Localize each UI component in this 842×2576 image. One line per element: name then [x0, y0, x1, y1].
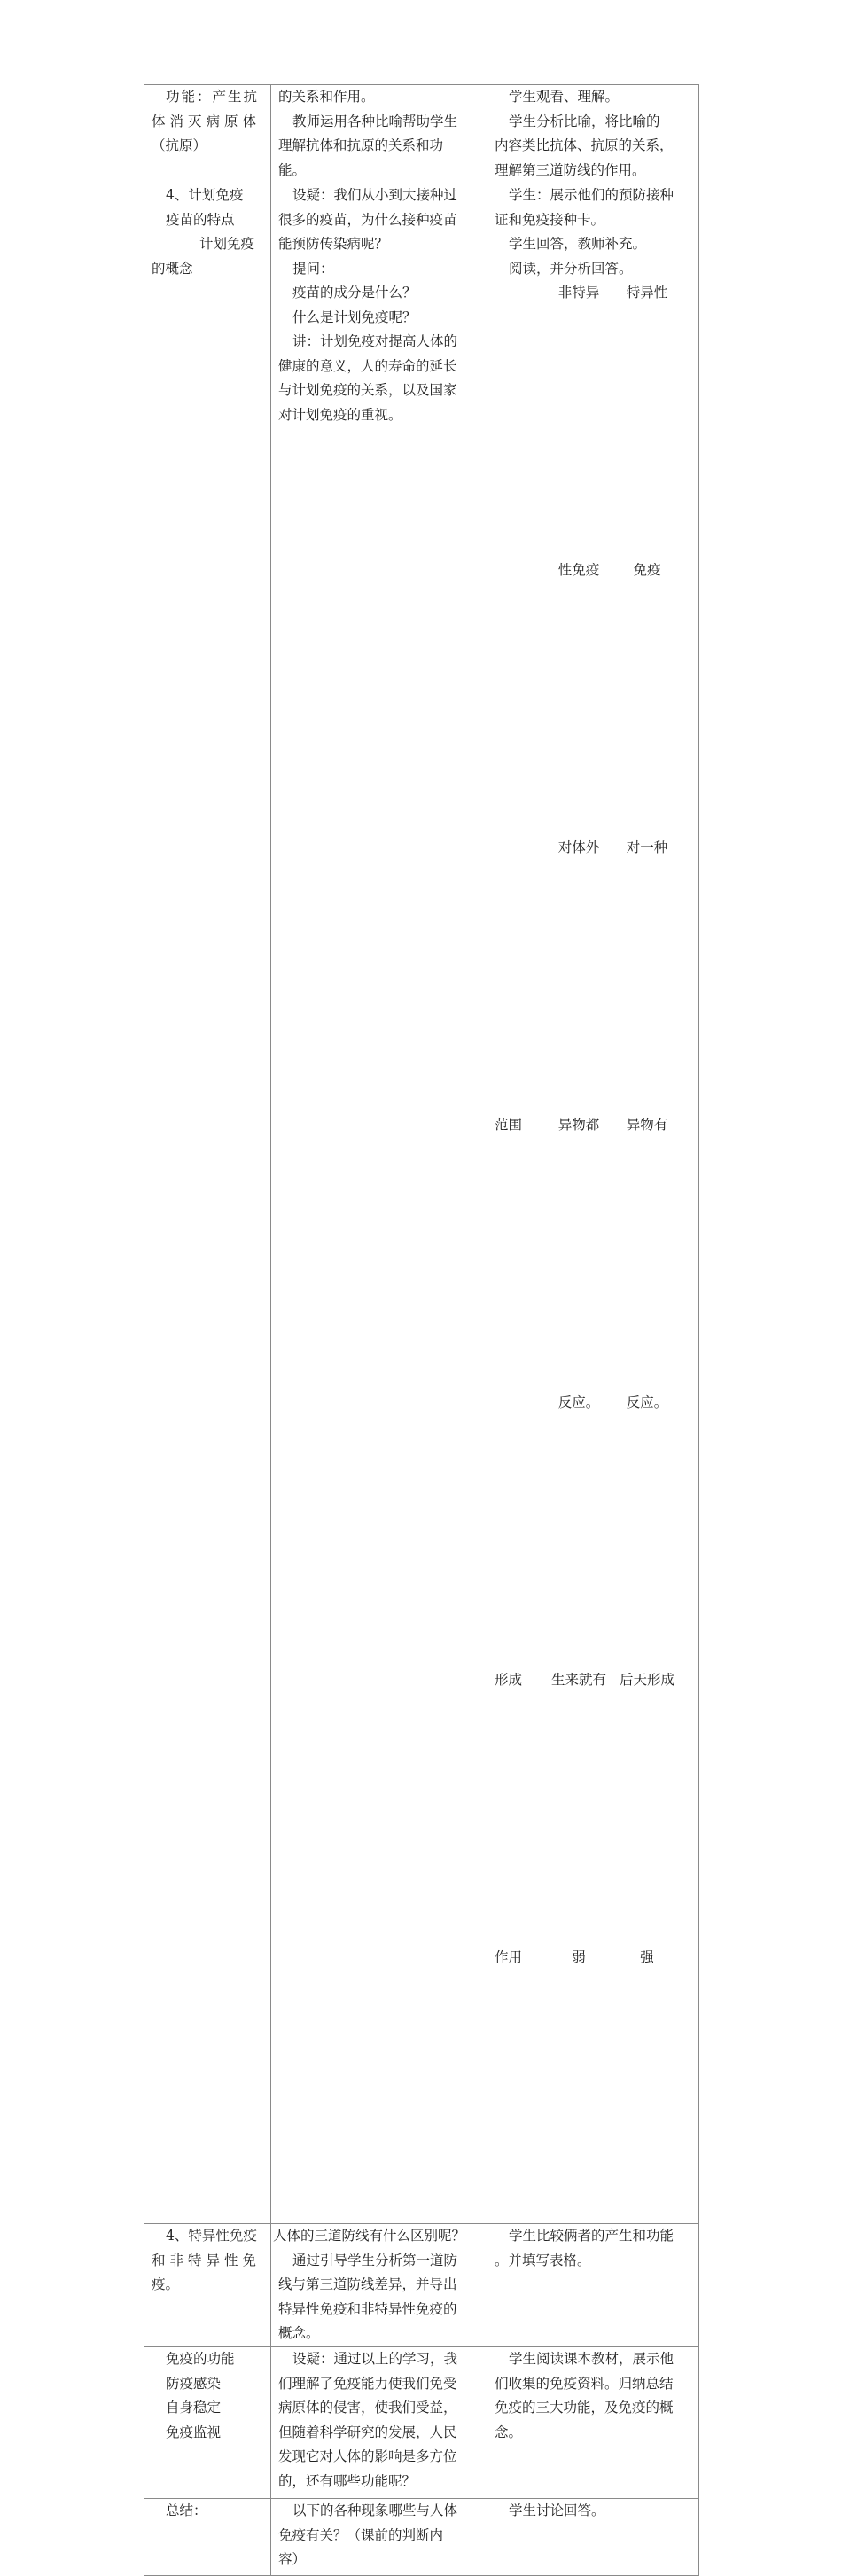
text-line: 很多的疫苗，为什么接种疫苗 [278, 211, 457, 228]
text-line: 通过引导学生分析第一道防 [292, 2252, 458, 2268]
text-line: 阅读，并分析回答。 [509, 260, 633, 277]
table-row [144, 2224, 699, 2347]
text-line: 念。 [495, 2424, 523, 2440]
topic-cell [144, 2224, 271, 2347]
student-activity-cell [487, 2224, 699, 2347]
comparison-cell: 后天形成 [619, 1672, 674, 1688]
comparison-cell [495, 836, 544, 1113]
text-line: 们理解了免疫能力使我们免受 [278, 2375, 457, 2392]
text-line: 的概念 [152, 260, 193, 277]
text-line: 4、计划免疫 [166, 187, 244, 203]
immunity-comparison-table [495, 281, 681, 2223]
text-line: 4、特异性免疫 [166, 2228, 257, 2244]
text-line: 概念。 [278, 2325, 320, 2341]
topic-cell [144, 85, 271, 183]
comparison-cell: 生来就有 [550, 1672, 606, 1688]
comparison-row [495, 558, 681, 836]
text-line: 提问： [292, 260, 334, 277]
text-line: 学生阅读课本教材，展示他 [509, 2351, 674, 2367]
text-line: 与计划免疫的关系，以及国家 [278, 382, 457, 398]
text-line: 功能：产生抗 [166, 89, 260, 105]
comparison-cell [495, 1391, 544, 1668]
comparison-cell: 对一种 [626, 839, 668, 855]
text-line: 免疫的功能 [166, 2351, 235, 2367]
teacher-activity-cell [271, 2499, 487, 2576]
text-line: 。并填写表格。 [495, 2252, 591, 2268]
text-line: 对计划免疫的重视。 [278, 406, 402, 423]
text-line: 的，还有哪些功能呢？ [278, 2472, 417, 2489]
topic-cell [144, 183, 271, 2224]
table-row [144, 85, 699, 183]
text-line: 内容类比抗体、抗原的关系， [495, 137, 674, 153]
text-line: 特异性免疫和非特异性免疫的 [278, 2300, 457, 2317]
text-line: 免疫的三大功能，及免疫的概 [495, 2400, 674, 2416]
text-line: 容） [278, 2551, 307, 2567]
comparison-row [495, 1391, 681, 1668]
text-line: 和非特异性免 [152, 2252, 261, 2268]
text-line: 以下的各种现象哪些与人体 [292, 2502, 458, 2518]
comparison-cell: 对体外 [557, 839, 600, 855]
text-line: 发现它对人体的影响是多方位 [278, 2448, 457, 2464]
text-line: 讲：计划免疫对提高人体的 [292, 333, 458, 349]
text-line: 学生比较俩者的产生和功能 [509, 2228, 674, 2244]
comparison-cell: 免疫 [633, 562, 661, 578]
text-line: 证和免疫接种卡。 [495, 211, 605, 228]
text-line: 疫。 [152, 2276, 180, 2292]
text-line: 什么是计划免疫呢？ [292, 308, 417, 325]
text-line: 学生：展示他们的预防接种 [509, 187, 674, 203]
comparison-cell: 反应。 [557, 1394, 600, 1410]
text-line: 疫苗的成分是什么？ [292, 285, 417, 301]
text-line: 能预防传染病呢？ [278, 236, 389, 252]
text-line: 学生回答，教师补充。 [509, 236, 647, 252]
student-activity-cell [487, 183, 699, 2224]
text-line: 们收集的免疫资料。归纳总结 [495, 2375, 674, 2392]
comparison-cell: 性免疫 [557, 562, 600, 578]
text-line: 学生讨论回答。 [509, 2502, 605, 2518]
text-line: 教师运用各种比喻帮助学生 [292, 113, 458, 129]
comparison-row [495, 281, 681, 558]
text-line: 人体的三道防线有什么区别呢？ [273, 2228, 466, 2244]
comparison-cell: 作用 [495, 1949, 523, 1965]
text-line: 健康的意义，人的寿命的延长 [278, 357, 457, 374]
comparison-row [495, 1113, 681, 1391]
text-line: 防疫感染 [166, 2375, 222, 2392]
topic-cell [144, 2499, 271, 2576]
comparison-cell: 弱 [572, 1949, 586, 1965]
teacher-activity-cell [271, 2224, 487, 2347]
text-line: 学生分析比喻，将比喻的 [509, 113, 660, 129]
student-activity-cell [487, 2499, 699, 2576]
teacher-activity-cell [271, 183, 487, 2224]
teacher-activity-cell [271, 85, 487, 183]
text-line: 疫苗的特点 [166, 211, 235, 228]
comparison-row [495, 1668, 681, 1946]
text-line: 体消灭病原体 [152, 113, 261, 129]
text-line: （抗原） [152, 137, 207, 153]
comparison-cell: 形成 [495, 1672, 523, 1688]
comparison-cell: 异物有 [626, 1117, 668, 1133]
student-activity-cell [487, 85, 699, 183]
text-line: 病原体的侵害，使我们受益， [278, 2400, 457, 2416]
table-row [144, 2347, 699, 2499]
text-line: 计划免疫 [199, 236, 255, 252]
text-line: 设疑：通过以上的学习，我 [292, 2351, 458, 2367]
text-line: 但随着科学研究的发展，人民 [278, 2424, 457, 2440]
text-line: 总结： [166, 2502, 207, 2518]
comparison-row [495, 836, 681, 1113]
lesson-plan-table [144, 84, 699, 2576]
text-line: 免疫监视 [166, 2424, 222, 2440]
comparison-cell: 反应。 [626, 1394, 668, 1410]
text-line: 线与第三道防线差异，并导出 [278, 2276, 457, 2292]
student-activity-cell [487, 2347, 699, 2499]
comparison-cell: 强 [640, 1949, 654, 1965]
comparison-cell: 异物都 [557, 1117, 600, 1133]
table-row [144, 183, 699, 2224]
text-line: 设疑：我们从小到大接种过 [292, 187, 458, 203]
text-line: 学生观看、理解。 [509, 89, 620, 105]
text-line: 自身稳定 [166, 2400, 222, 2416]
comparison-row [495, 1946, 681, 2223]
text-line: 能。 [278, 161, 307, 178]
text-line: 理解第三道防线的作用。 [495, 161, 646, 178]
topic-cell [144, 2347, 271, 2499]
text-line: 的关系和作用。 [278, 89, 375, 105]
text-line: 免疫有关？（课前的判断内 [278, 2526, 444, 2543]
table-row [144, 2499, 699, 2576]
comparison-cell: 范围 [495, 1117, 523, 1133]
comparison-cell: 非特异 [557, 285, 600, 301]
comparison-cell [495, 281, 544, 558]
teacher-activity-cell [271, 2347, 487, 2499]
comparison-cell [495, 558, 544, 836]
comparison-cell: 特异性 [626, 285, 668, 301]
text-line: 理解抗体和抗原的关系和功 [278, 137, 444, 153]
